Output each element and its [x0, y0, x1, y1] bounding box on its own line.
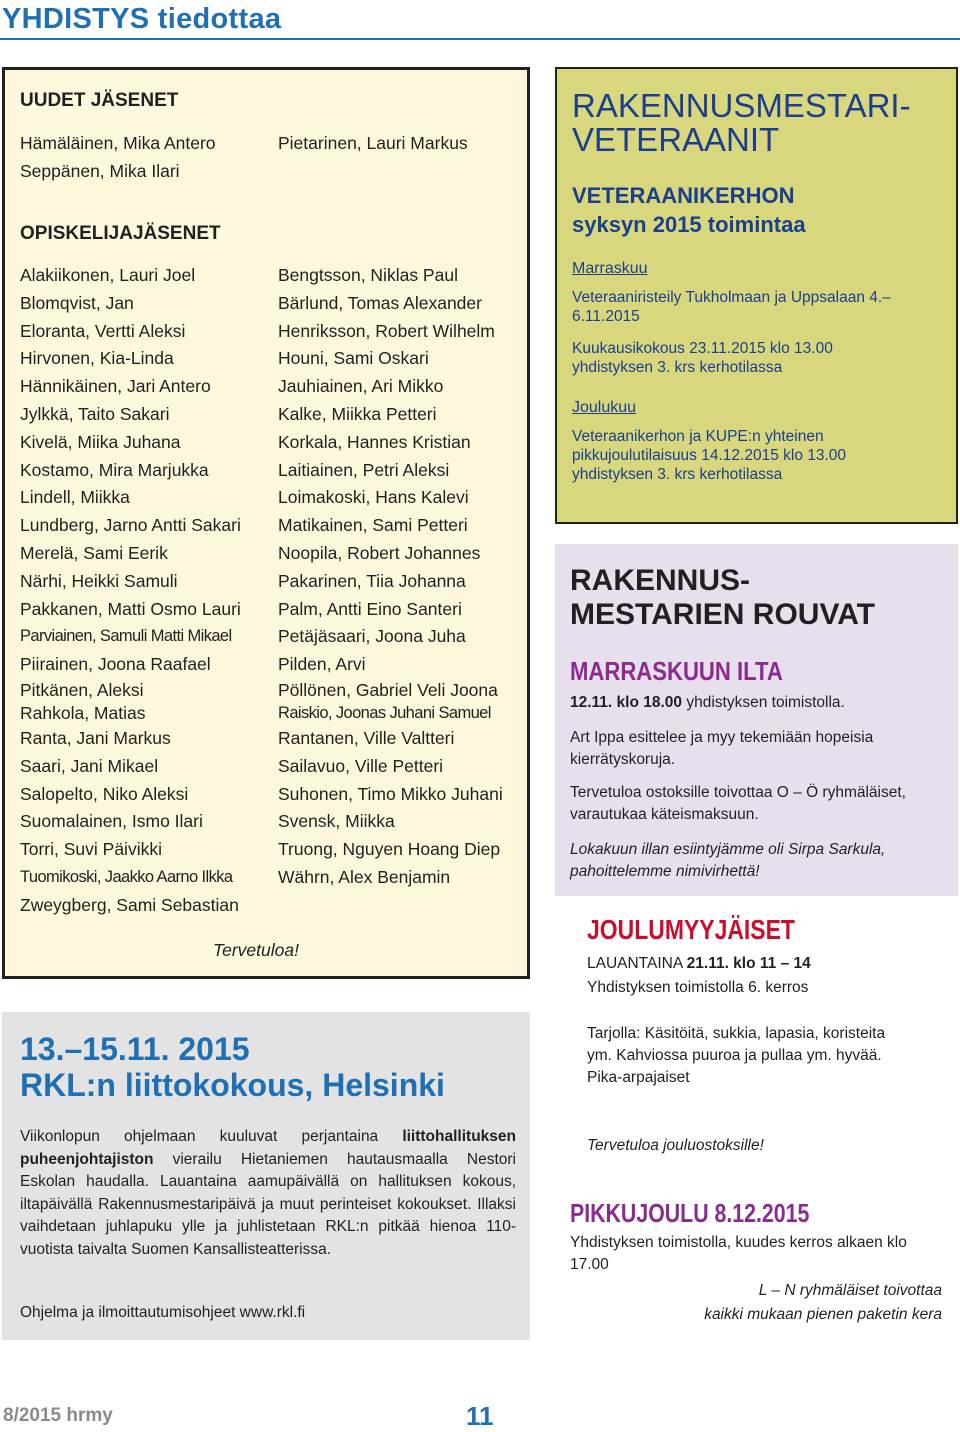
member-name: Kostamo, Mira Marjukka — [20, 459, 209, 480]
member-name: Hirvonen, Kia-Linda — [20, 348, 174, 369]
ladies-title-line: RAKENNUS- — [570, 564, 750, 597]
christmas-market-welcome: Tervetuloa jouluostoksille! — [587, 1137, 764, 1154]
member-name: Truong, Nguyen Hoang Diep — [278, 839, 501, 860]
member-name: Palm, Antti Eino Santeri — [278, 598, 462, 619]
christmas-market-day: LAUANTAINA — [587, 955, 687, 972]
member-name: Matikainen, Sami Petteri — [278, 515, 468, 536]
member-name: Rahkola, Matias — [20, 702, 146, 723]
christmas-market-date — [587, 953, 811, 975]
christmas-party-text: Yhdistyksen toimistolla, kuudes kerros alkaen klo 17.00 — [570, 1234, 907, 1273]
veterans-title-line: VETERAANIT — [572, 121, 780, 158]
member-name: Ranta, Jani Markus — [20, 727, 171, 748]
veterans-event: Veteraanikerhon ja KUPE:n yhteinen pikkujoulutilaisuus 14.12.2015 klo 13.00 yhdistyksen 3. krs kerhotilassa — [572, 428, 847, 483]
christmas-market-offer: Tarjolla: Käsitöitä, sukkia, lapasia, koristeita ym. Kahviossa puuroa ja pullaa ym. hyvää. Pika-arpajaiset — [587, 1025, 886, 1086]
ladies-title — [570, 564, 875, 632]
veterans-subtitle — [572, 181, 806, 239]
member-name: Jylkkä, Taito Sakari — [20, 403, 170, 424]
member-name: Kivelä, Miika Juhana — [20, 431, 181, 452]
veterans-event: Kuukausikokous 23.11.2015 klo 13.00 yhdistyksen 3. krs kerhotilassa — [572, 340, 833, 376]
member-name: Alakiikonen, Lauri Joel — [20, 265, 196, 285]
member-name: Lundberg, Jarno Antti Sakari — [20, 515, 241, 536]
member-name: Raiskio, Joonas Juhani Samuel — [278, 703, 491, 722]
member-name: Zweygberg, Sami Sebastian — [20, 894, 239, 915]
page-number: 11 — [466, 1401, 494, 1431]
member-name: Blomqvist, Jan — [20, 292, 134, 313]
ladies-time-bold: 12.11. klo 18.00 — [570, 694, 683, 711]
christmas-market-title: JOULUMYYJÄISET — [587, 914, 795, 945]
rkl-title: RKL:n liittokokous, Helsinki — [20, 1067, 445, 1103]
students-right-column — [278, 262, 503, 892]
students-left-column — [20, 262, 241, 920]
member-name: Torri, Suvi Päivikki — [20, 839, 162, 860]
veterans-box — [555, 67, 958, 524]
student-members-heading: OPISKELIJAJÄSENET — [20, 223, 221, 244]
rkl-text-part: Viikonlopun ohjelmaan kuuluvat perjantaina — [20, 1128, 403, 1145]
christmas-party-greeting — [570, 1280, 942, 1326]
member-name: Pakkanen, Matti Osmo Lauri — [20, 598, 241, 619]
member-name: Pakarinen, Tiia Johanna — [278, 570, 466, 591]
member-name: Pitkänen, Aleksi — [20, 679, 144, 700]
member-name: Laitiainen, Petri Aleksi — [278, 459, 450, 480]
header-divider — [0, 38, 960, 40]
veterans-event: Veteraaniristeily Tukholmaan ja Uppsalaan 4.–6.11.2015 — [572, 289, 891, 325]
member-name: Suomalainen, Ismo Ilari — [20, 811, 203, 832]
rkl-date: 13.–15.11. 2015 — [20, 1031, 250, 1067]
veterans-subtitle-line: VETERAANIKERHON — [572, 183, 795, 208]
ladies-event-time — [570, 692, 950, 714]
ladies-box — [555, 544, 958, 896]
member-name: Korkala, Hannes Kristian — [278, 431, 471, 452]
member-name: Pilden, Arvi — [278, 654, 366, 675]
greeting-line: kaikki mukaan pienen paketin kera — [704, 1306, 942, 1323]
member-name: Pöllönen, Gabriel Veli Joona — [278, 679, 498, 700]
member-name: Noopila, Robert Johannes — [278, 542, 481, 563]
ladies-correction-note: Lokakuun illan esiintyjämme oli Sirpa Sarkula, pahoittelemme nimivirhettä! — [570, 841, 886, 880]
members-box — [2, 67, 530, 979]
veterans-title-line: RAKENNUSMESTARI- — [572, 87, 911, 124]
ladies-paragraph: Art Ippa esittelee ja myy tekemiään hopeisia kierrätyskoruja. — [570, 729, 874, 768]
rkl-meeting-box — [2, 1012, 530, 1340]
member-name: Merelä, Sami Eerik — [20, 542, 168, 563]
member-name: Suhonen, Timo Mikko Juhani — [278, 783, 503, 804]
christmas-market-place: Yhdistyksen toimistolla 6. kerros — [587, 979, 809, 996]
member-name: Saari, Jani Mikael — [20, 755, 159, 776]
ladies-event-title: MARRASKUUN ILTA — [570, 656, 783, 686]
christmas-party-title: PIKKUJOULU 8.12.2015 — [570, 1198, 810, 1228]
member-name: Lindell, Miikka — [20, 487, 130, 508]
member-name: Pietarinen, Lauri Markus — [278, 133, 468, 153]
member-name: Parviainen, Samuli Matti Mikael — [20, 627, 232, 646]
page-header-title: YHDISTYS tiedottaa — [2, 3, 282, 35]
christmas-market-time: 21.11. klo 11 – 14 — [686, 955, 811, 972]
new-members-heading: UUDET JÄSENET — [20, 90, 179, 111]
member-name: Rantanen, Ville Valtteri — [278, 727, 455, 748]
greeting-line: L – N ryhmäläiset toivottaa — [758, 1282, 942, 1299]
ladies-time-rest: yhdistyksen toimistolla. — [682, 694, 845, 711]
month-label-december: Joulukuu — [572, 399, 637, 416]
new-members-left — [20, 130, 216, 186]
member-name: Währn, Alex Benjamin — [278, 866, 451, 887]
rkl-text-part: vierailu Hietaniemen hautausmaalla Nestori Eskolan haudalla. Lauantaina aamupäivällä on hallituksen kokous, iltapäivällä Rakennusmestaripäivä ja muut perinteiset kokoukset. Illaksi vaihdetaan juhlapuku ylle ja juhlistetaan RKL:n pitkää hienoa 110-vuotista taivalta Suomen Kansallisteatterissa. — [20, 1150, 516, 1258]
member-name: Svensk, Miikka — [278, 811, 395, 832]
member-name: Jauhiainen, Ari Mikko — [278, 376, 444, 397]
month-label-november: Marraskuu — [572, 260, 648, 277]
veterans-subtitle-line: syksyn 2015 toimintaa — [572, 212, 806, 237]
rkl-registration-link[interactable]: Ohjelma ja ilmoittautumisohjeet www.rkl.fi — [20, 1304, 306, 1321]
member-name: Henriksson, Robert Wilhelm — [278, 320, 495, 341]
member-name: Houni, Sami Oskari — [278, 348, 429, 369]
member-name: Seppänen, Mika Ilari — [20, 160, 180, 181]
member-name: Sailavuo, Ville Petteri — [278, 755, 444, 776]
member-name: Tuomikoski, Jaakko Aarno Ilkka — [20, 867, 233, 886]
ladies-title-line: MESTARIEN ROUVAT — [570, 598, 875, 631]
welcome-text: Tervetuloa! — [213, 940, 299, 960]
member-name: Piirainen, Joona Raafael — [20, 654, 211, 675]
member-name: Hännikäinen, Jari Antero — [20, 376, 211, 397]
issue-label: 8/2015 hrmy — [3, 1405, 113, 1426]
veterans-title — [572, 89, 911, 157]
member-name: Loimakoski, Hans Kalevi — [278, 487, 469, 508]
rkl-text-bold: liittohallituksen puheenjohtajiston — [20, 1128, 516, 1168]
member-name: Eloranta, Vertti Aleksi — [20, 320, 186, 341]
member-name: Kalke, Miikka Petteri — [278, 403, 437, 424]
member-name: Närhi, Heikki Samuli — [20, 570, 178, 591]
member-name: Salopelto, Niko Aleksi — [20, 783, 189, 804]
member-name: Petäjäsaari, Joona Juha — [278, 626, 466, 647]
rkl-body-text — [20, 1126, 516, 1261]
member-name: Bengtsson, Niklas Paul — [278, 265, 458, 285]
member-name: Bärlund, Tomas Alexander — [278, 292, 482, 313]
member-name: Hämäläinen, Mika Antero — [20, 133, 216, 153]
new-members-right — [278, 130, 468, 158]
ladies-paragraph: Tervetuloa ostoksille toivottaa O – Ö ryhmäläiset, varautukaa käteismaksuun. — [570, 784, 906, 823]
